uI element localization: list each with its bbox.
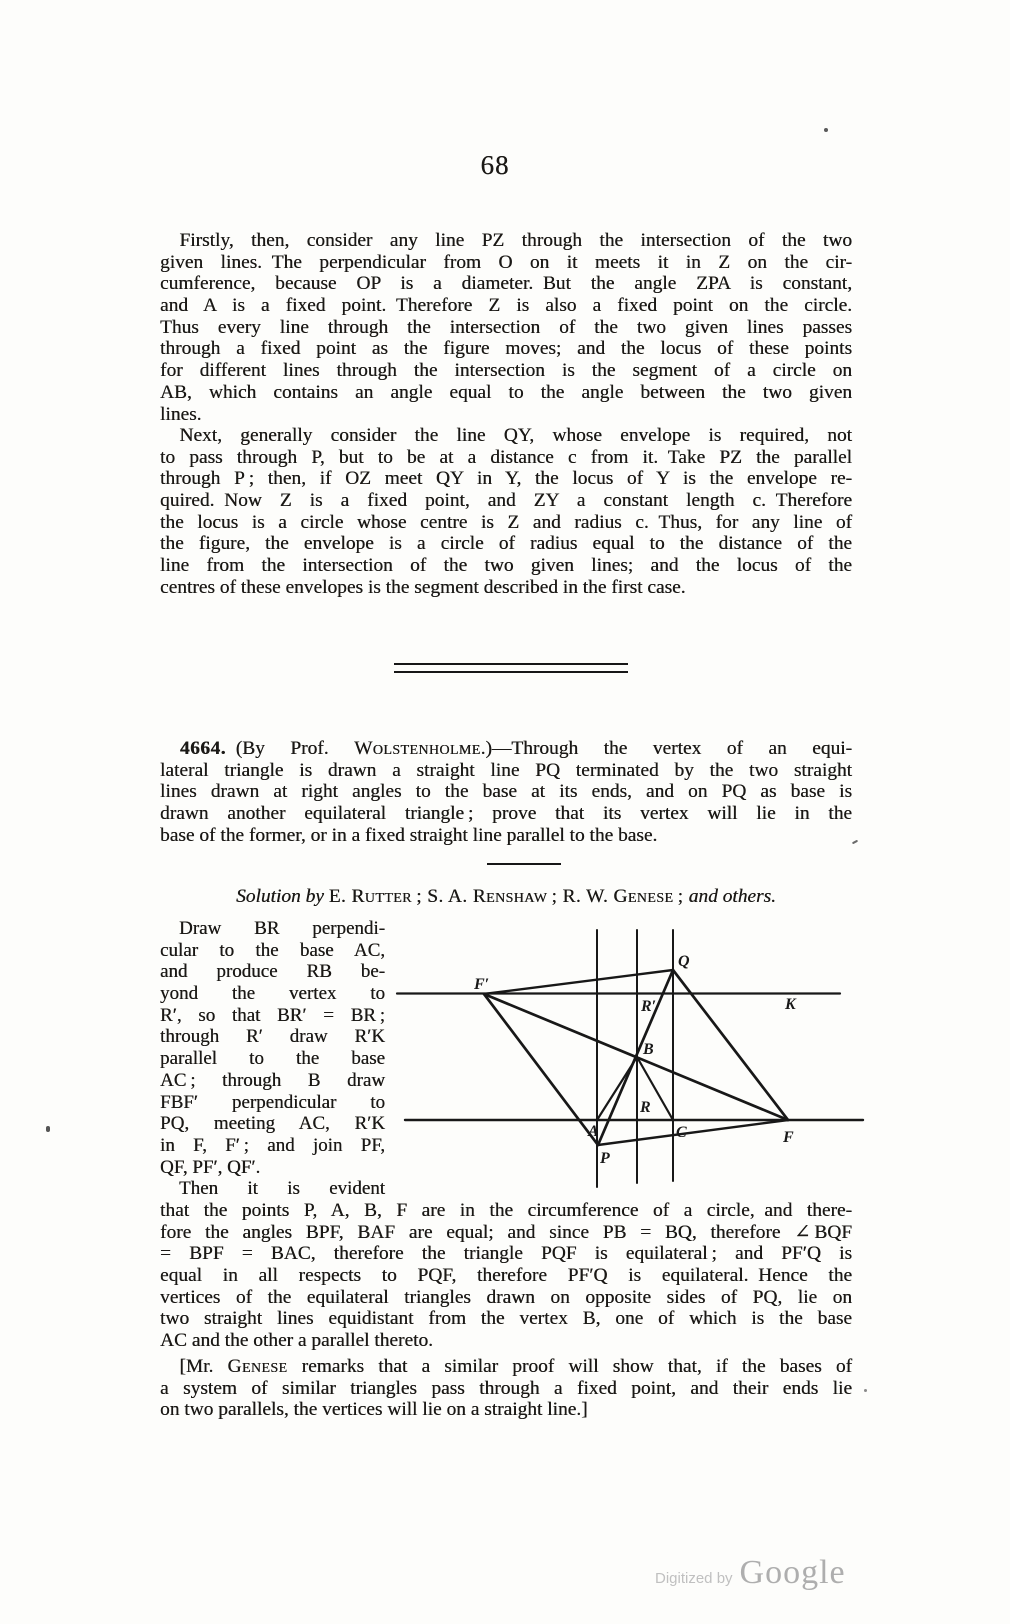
text-line: through a fixed point as the figure moves; and the locus of these points bbox=[160, 338, 852, 360]
solution-heading bbox=[160, 886, 852, 908]
geometry-figure bbox=[390, 915, 870, 1195]
text-line: and A is a fixed point. Therefore Z is also a fixed point on the circle. bbox=[160, 295, 852, 317]
digitized-watermark bbox=[655, 1554, 846, 1592]
text-line: through R′ draw R′K bbox=[160, 1026, 385, 1048]
text-line: QF, PF′, QF′. bbox=[160, 1156, 261, 1178]
text-line: for different lines through the intersection is the segment of a circle on bbox=[160, 360, 852, 382]
figure-point-label: R bbox=[640, 1099, 651, 1116]
figure-point-label: F bbox=[783, 1129, 794, 1146]
scan-speck bbox=[852, 840, 858, 845]
text-line: AB, which contains an angle equal to the angle between the two given bbox=[160, 381, 852, 403]
text-line: = BPF = BAC, therefore the triangle PQF is equilateral ; and PF′Q is bbox=[160, 1243, 852, 1265]
figure-point-label: R′ bbox=[641, 998, 657, 1015]
text-line: two straight lines equidistant from the vertex B, one of which is the base bbox=[160, 1308, 852, 1330]
text-line: Thus every line through the intersection of the two given lines passes bbox=[160, 316, 852, 338]
paragraph-firstly bbox=[160, 230, 852, 425]
text-line: Then it is evident bbox=[160, 1178, 385, 1200]
text-line: FBF′ perpendicular to bbox=[160, 1091, 385, 1113]
problem-first-line bbox=[160, 738, 852, 760]
text-line: base of the former, or in a fixed straight line parallel to the base. bbox=[160, 824, 658, 846]
problem-statement-lines bbox=[160, 760, 852, 847]
text-line: given lines. The perpendicular from O on it meets it in Z on the cir- bbox=[160, 251, 852, 273]
figure-point-label: C bbox=[676, 1124, 687, 1141]
figure-point-label: F′ bbox=[474, 976, 490, 993]
text-line: R′, so that BR′ = BR ; bbox=[160, 1004, 385, 1026]
solution-left-column bbox=[160, 918, 385, 1200]
text-line: Next, generally consider the line QY, whose envelope is required, not bbox=[160, 425, 852, 446]
text-line: quired. Now Z is a fixed point, and ZY a constant length c. Therefore bbox=[160, 490, 852, 512]
page-number: 68 bbox=[480, 150, 510, 180]
text-line: a system of similar triangles pass through a fixed point, and their ends lie bbox=[160, 1377, 852, 1399]
problem-number: 4664. bbox=[160, 738, 227, 759]
column-paragraph-then bbox=[160, 1178, 385, 1200]
text-line: and produce RB be- bbox=[160, 961, 385, 983]
text-line: lines. bbox=[160, 403, 202, 425]
remark-open: [Mr. bbox=[160, 1356, 228, 1377]
text-line: vertices of the equilateral triangles drawn on opposite sides of PQ, lie on bbox=[160, 1286, 852, 1308]
text-line: line from the intersection of the two given lines; and the locus of the bbox=[160, 555, 852, 577]
figure-point-label: K bbox=[785, 996, 796, 1013]
google-logo: Google bbox=[739, 1554, 846, 1591]
figure-point-label: A bbox=[588, 1123, 599, 1140]
text-line: on two parallels, the vertices will lie on a straight line.] bbox=[160, 1399, 588, 1421]
text-line: lines drawn at right angles to the base at its ends, and on PQ as base is bbox=[160, 781, 852, 803]
paragraph-next bbox=[160, 425, 852, 599]
text-line: drawn another equilateral triangle ; prove that its vertex will lie in the bbox=[160, 803, 852, 825]
text-line: cular to the base AC, bbox=[160, 939, 385, 961]
solution-by-label: Solution by bbox=[236, 886, 329, 907]
solution-continuation bbox=[160, 1200, 852, 1352]
problem-statement-start: .)—Through the vertex of an equi- bbox=[480, 738, 853, 759]
section-divider-double-rule bbox=[394, 663, 628, 673]
scan-speck bbox=[824, 128, 828, 132]
remark-text-start: remarks that a similar proof will show that, if the bases of bbox=[287, 1356, 852, 1377]
figure-point-label: P bbox=[600, 1150, 610, 1167]
genese-remark bbox=[160, 1356, 852, 1421]
problem-divider-rule bbox=[487, 863, 561, 865]
remark-lines bbox=[160, 1378, 852, 1421]
figure-point-label: B bbox=[643, 1041, 654, 1058]
text-line: lateral triangle is drawn a straight line PQ terminated by the two straight bbox=[160, 759, 852, 781]
problem-4664 bbox=[160, 738, 852, 846]
text-line: PQ, meeting AC, R′K bbox=[160, 1113, 385, 1135]
column-paragraph-draw bbox=[160, 918, 385, 1178]
text-line: parallel to the base bbox=[160, 1048, 385, 1070]
text-line: centres of these envelopes is the segment described in the first case. bbox=[160, 576, 686, 598]
text-line: yond the vertex to bbox=[160, 983, 385, 1005]
solution-and-others: and others. bbox=[688, 886, 776, 907]
text-line: the figure, the envelope is a circle of radius equal to the distance of the bbox=[160, 533, 852, 555]
text-line: through P ; then, if OZ meet QY in Y, the locus of Y is the envelope re- bbox=[160, 468, 852, 490]
text-line: cumference, because OP is a diameter. But the angle ZPA is constant, bbox=[160, 273, 852, 295]
text-line: equal in all respects to PQF, therefore PF′Q is equilateral. Hence the bbox=[160, 1265, 852, 1287]
figure-line bbox=[598, 1120, 788, 1145]
scan-speck bbox=[46, 1126, 50, 1132]
digitized-by-label: Digitized by bbox=[655, 1570, 733, 1587]
text-line: AC and the other a parallel thereto. bbox=[160, 1330, 433, 1352]
text-line: AC ; through B draw bbox=[160, 1069, 385, 1091]
remark-first-line bbox=[160, 1356, 852, 1378]
problem-author: Wolstenholme bbox=[354, 738, 481, 759]
solution-solver-names: E. Rutter ; S. A. Renshaw ; R. W. Genese ; bbox=[328, 886, 689, 907]
text-line: in F, F′ ; and join PF, bbox=[160, 1134, 385, 1156]
figure-line bbox=[597, 1057, 637, 1120]
text-line: fore the angles BPF, BAF are equal; and since PB = BQ, therefore ∠ BQF bbox=[160, 1221, 852, 1243]
scan-speck bbox=[864, 1389, 867, 1392]
remark-author: Genese bbox=[227, 1356, 288, 1377]
problem-byline: (By Prof. bbox=[226, 738, 355, 759]
text-line: the locus is a circle whose centre is Z and radius c. Thus, for any line of bbox=[160, 511, 852, 533]
figure-point-label: Q bbox=[678, 953, 690, 970]
figure-line bbox=[484, 970, 673, 994]
text-line: Draw BR perpendi- bbox=[160, 918, 385, 939]
text-line: to pass through P, but to be at a distance c from it. Take PZ the parallel bbox=[160, 446, 852, 468]
text-line: that the points P, A, B, F are in the circumference of a circle, and there- bbox=[160, 1200, 852, 1221]
text-line: Firstly, then, consider any line PZ through the intersection of the two bbox=[160, 230, 852, 251]
